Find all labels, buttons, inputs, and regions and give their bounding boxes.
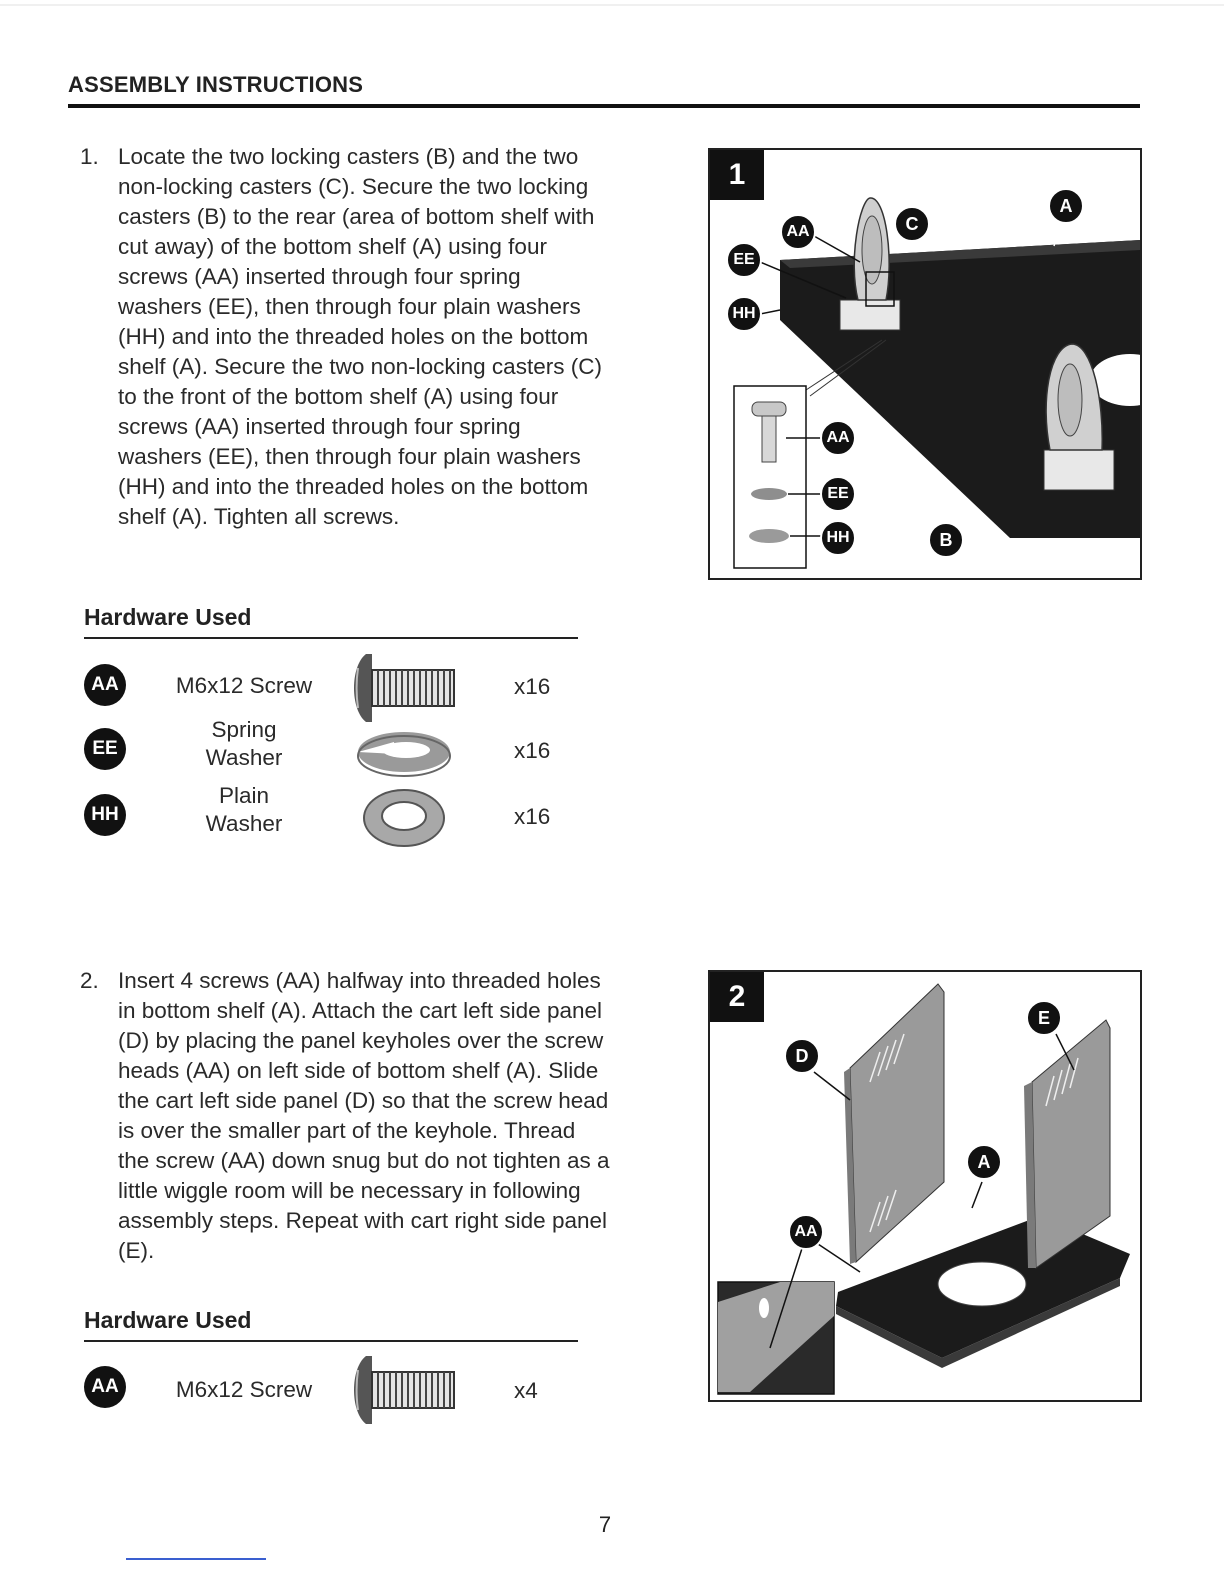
step-2-instructions (80, 966, 610, 1266)
step-1-instructions (80, 142, 610, 532)
side-panel-illustration (710, 972, 1140, 1400)
figure-number: 2 (710, 972, 764, 1022)
hardware-name-line1: M6x12 Screw (175, 673, 313, 698)
hardware-quantity: x16 (514, 738, 551, 763)
part-label-aa: AA (788, 1214, 824, 1250)
step-2-text: Insert 4 screws (AA) halfway into threaded holes in bottom shelf (A). Attach the cart left side panel (D) by placing the panel keyholes over the screw heads (AA) on left side of bottom shelf (A). Slide the cart left side panel (D) so that the screw head is over the smaller part of the keyhole. Thread the screw (AA) down snug but do not tighten as a little wiggle room will be necessary in following assembly steps. Repeat with cart right side panel (E). (118, 968, 610, 1263)
part-label-c: C (894, 206, 930, 242)
step-2-number: 2. (80, 968, 99, 993)
part-label-e: E (1026, 1000, 1062, 1036)
hardware-name-line1: M6x12 Screw (175, 1377, 313, 1402)
hardware-name-line2: Washer (205, 811, 283, 836)
hardware-name-line1: Spring (211, 717, 277, 742)
step-1-number: 1. (80, 144, 99, 169)
figure-number: 1 (710, 150, 764, 200)
part-label-b: B (928, 522, 964, 558)
hardware-code-badge: AA (84, 1366, 126, 1408)
part-label-ee-detail: EE (820, 476, 856, 512)
part-label-hh-detail: HH (820, 520, 856, 556)
step-2-hardware-title: Hardware Used (84, 1307, 578, 1342)
page-title: ASSEMBLY INSTRUCTIONS (68, 72, 1140, 108)
hardware-code-badge: HH (84, 794, 126, 836)
hardware-row-aa (84, 1360, 584, 1420)
part-label-hh: HH (726, 296, 762, 332)
hardware-name (154, 716, 334, 772)
step-1-text: Locate the two locking casters (B) and the two non-locking casters (C). Secure the two locking casters (B) to the rear (area of bottom shelf with cut away) of the bottom shelf (A) using four screws (AA) inserted through four spring washers (EE), then through four plain washers (HH) and into the threaded holes on the bottom shelf (A). Secure the two non-locking casters (C) to the front of the bottom shelf (A) using four screws (AA) inserted through four spring washers (EE), then through four plain washers (HH) and into the threaded holes on the bottom shelf (A). Tighten all screws. (118, 144, 602, 529)
hardware-row-ee (84, 717, 584, 782)
hardware-quantity: x16 (514, 804, 551, 829)
hardware-name (154, 1376, 334, 1404)
footer-link-underline (126, 1558, 266, 1560)
hardware-quantity: x4 (514, 1378, 538, 1403)
part-label-a: A (1048, 188, 1084, 224)
plain-washer-icon (344, 778, 464, 858)
hardware-quantity: x16 (514, 674, 551, 699)
part-label-d: D (784, 1038, 820, 1074)
hardware-row-aa (84, 658, 584, 718)
hardware-code-badge: EE (84, 728, 126, 770)
top-rule (0, 4, 1224, 6)
hardware-row-hh (84, 783, 584, 848)
hardware-name-line1: Plain (218, 783, 270, 808)
hardware-name (154, 782, 334, 838)
part-label-a: A (966, 1144, 1002, 1180)
figure-1-caster-assembly (708, 148, 1142, 580)
part-label-aa-detail: AA (820, 420, 856, 456)
hardware-code-badge: AA (84, 664, 126, 706)
figure-2-side-panel-assembly (708, 970, 1142, 1402)
screw-icon (344, 1350, 464, 1430)
part-label-ee: EE (726, 242, 762, 278)
hardware-name-line2: Washer (205, 745, 283, 770)
part-label-aa: AA (780, 214, 816, 250)
page-number: 7 (598, 1512, 612, 1537)
hardware-name (154, 672, 334, 700)
step-1-hardware-title: Hardware Used (84, 604, 578, 639)
